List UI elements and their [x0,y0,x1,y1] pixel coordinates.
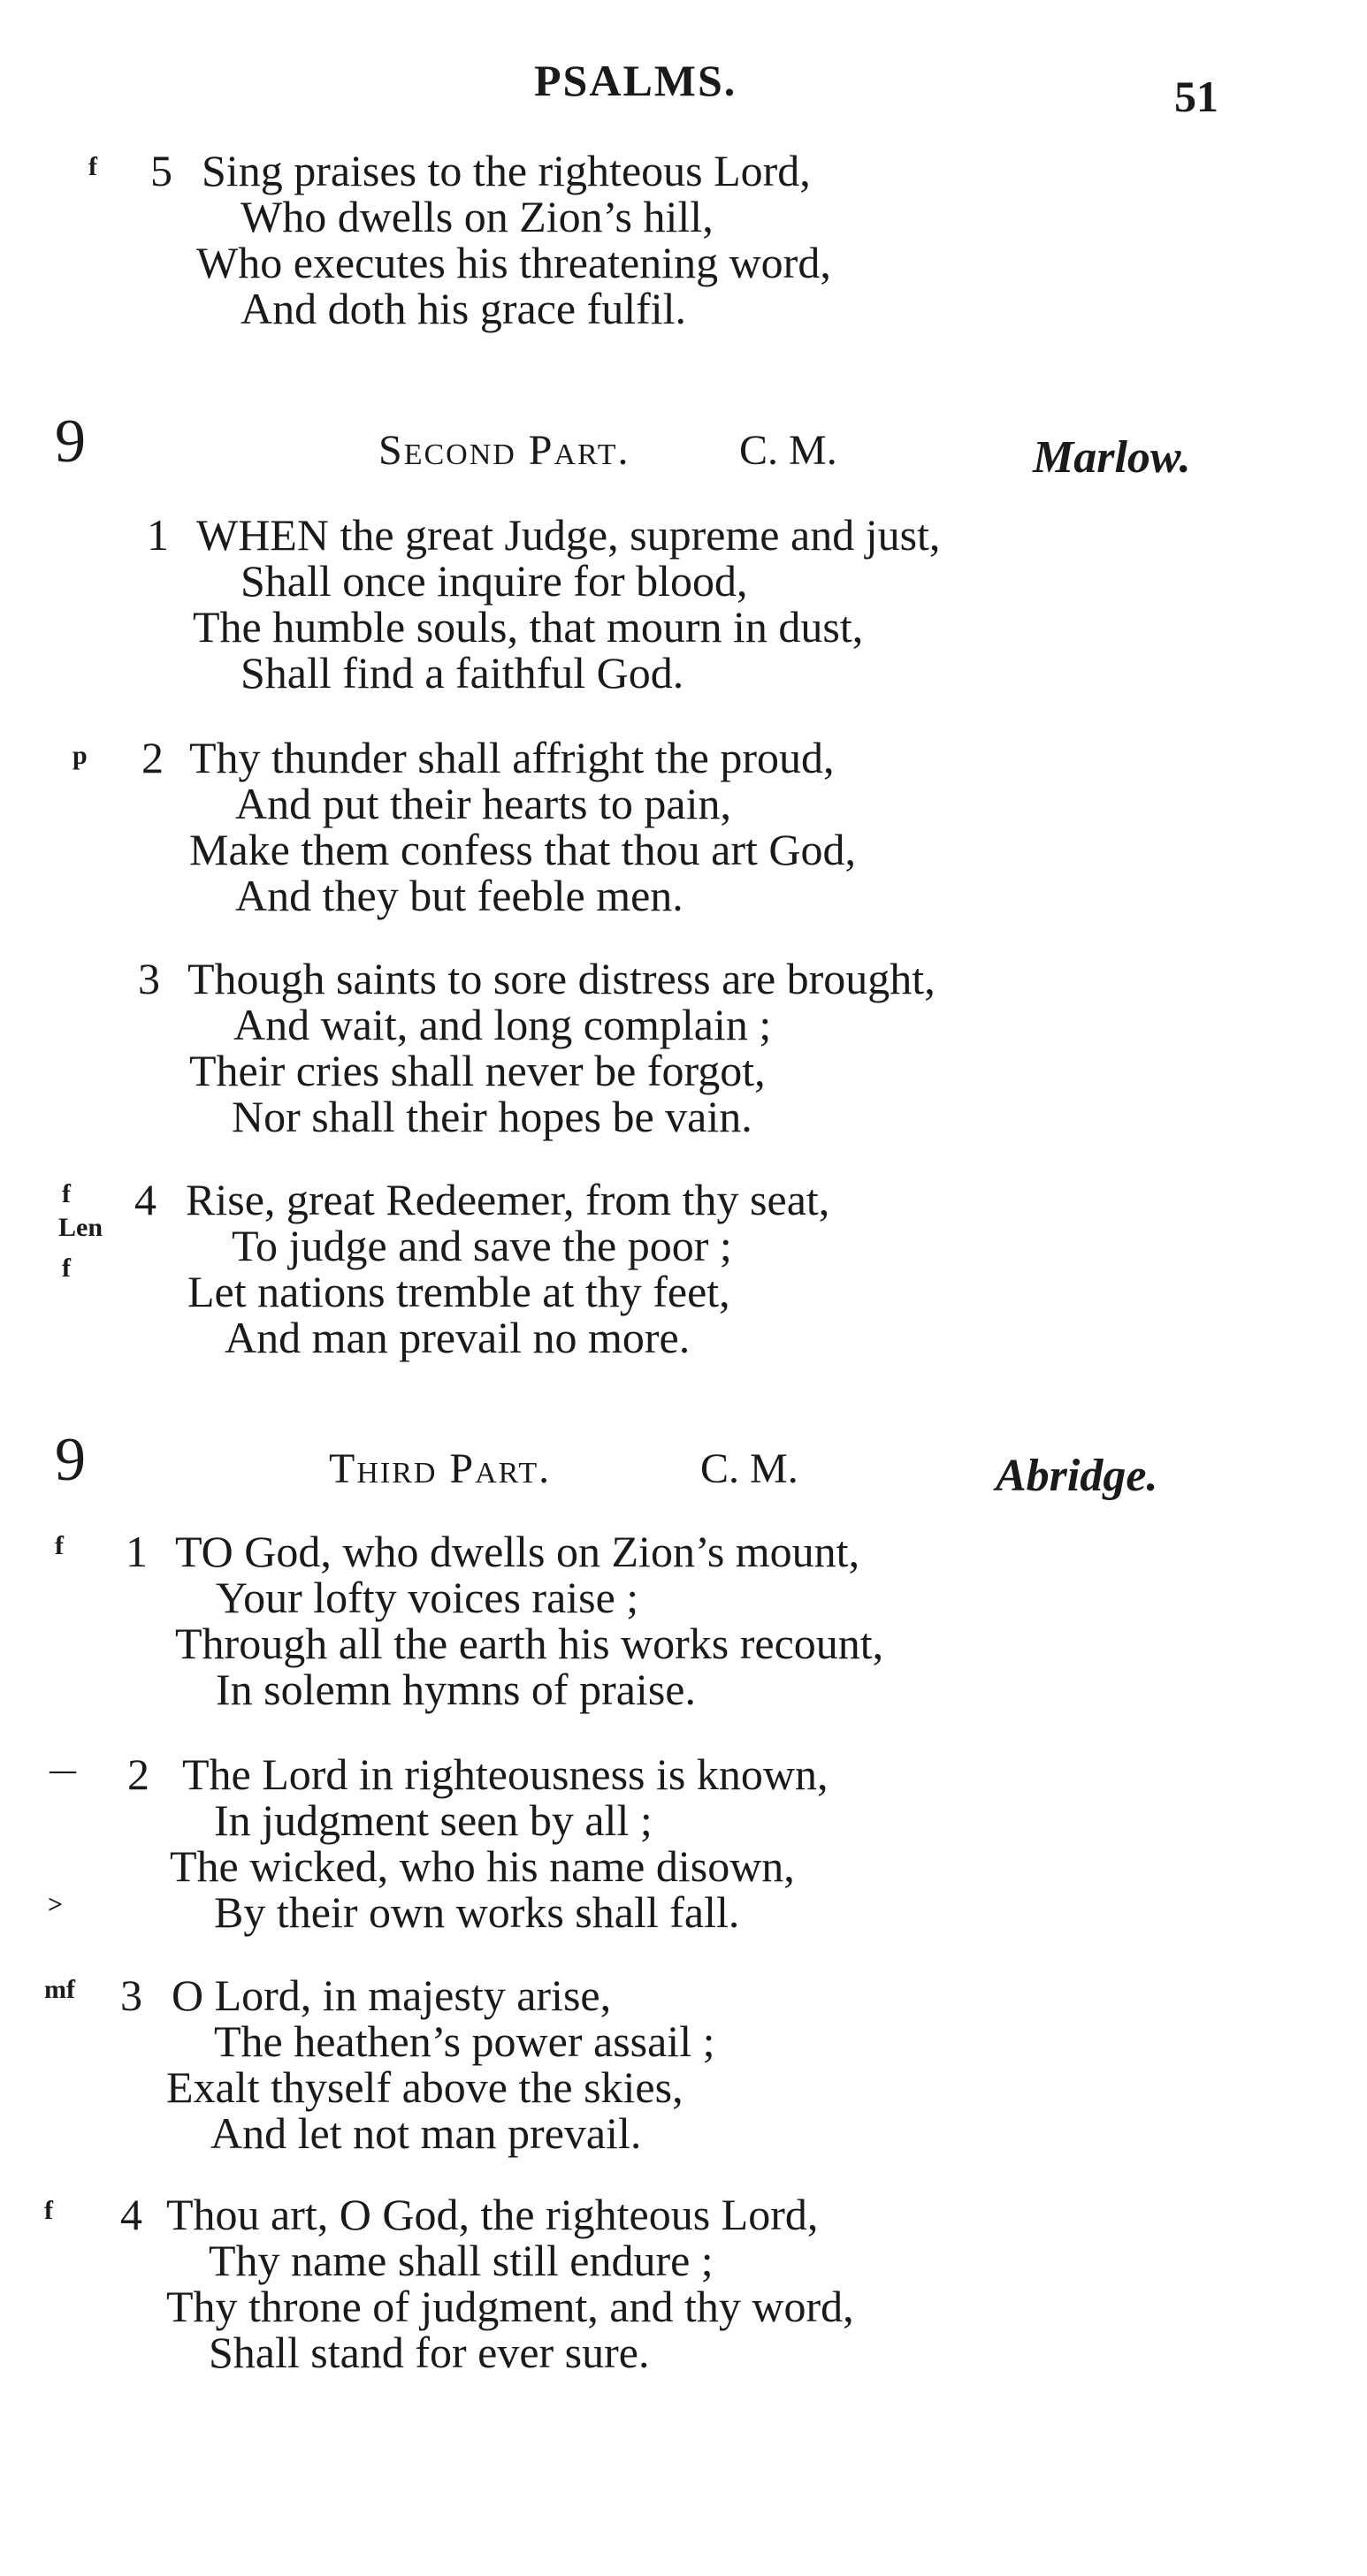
verse-line: Shall stand for ever sure. [209,2328,650,2377]
stanza-number: 3 [120,1970,142,2020]
dynamic-mark: f [88,152,97,181]
section-heading-second-part [0,407,1367,483]
verse-line: Their cries shall never be forgot, [189,1046,766,1095]
verse-line: And let not man prevail. [210,2108,642,2158]
dynamic-mark: f [62,1179,71,1208]
stanza-number: 4 [134,1175,157,1224]
verse-line: To judge and save the poor ; [232,1221,732,1270]
verse-line: And doth his grace fulfil. [241,284,687,333]
verse-line: Rise, great Redeemer, from thy seat, [186,1175,830,1224]
meter-label: C. M. [739,427,837,474]
verse-line: Thy throne of judgment, and thy word, [166,2282,854,2331]
verse-line: Who executes his threatening word, [196,238,831,287]
verse-line: And man prevail no more. [225,1313,691,1362]
verse-line: Though saints to sore distress are brought, [187,954,936,1003]
dynamic-mark: mf [44,1975,75,2004]
running-title: PSALMS. [534,56,737,105]
verse-line: Sing praises to the righteous Lord, [202,146,811,195]
verse-line: In judgment seen by all ; [214,1795,653,1845]
dynamic-mark: — [50,1756,76,1785]
verse-line: Shall once inquire for blood, [241,556,748,606]
verse-line: In solemn hymns of praise. [216,1665,696,1714]
verse-line: The Lord in righteousness is known, [182,1749,829,1799]
stanza-number: 1 [126,1527,148,1576]
verse-line: Nor shall their hopes be vain. [232,1092,752,1141]
tune-name: Marlow. [1033,432,1191,483]
verse-line: Who dwells on Zion’s hill, [241,192,714,241]
verse-line: The humble souls, that mourn in dust, [193,602,864,652]
verse-line: The heathen’s power assail ; [214,2016,715,2066]
verse-line: Thy thunder shall affright the proud, [189,733,835,782]
accent-mark: > [48,1890,64,1919]
verse-line: Exalt thyself above the skies, [166,2062,684,2112]
verse-line: Let nations tremble at thy feet, [187,1267,730,1316]
verse-line: O Lord, in majesty arise, [172,1970,612,2020]
verse-line: Make them confess that thou art God, [189,825,856,874]
meter-label: C. M. [700,1445,798,1492]
tune-name: Abridge. [996,1451,1158,1501]
dynamic-mark: f [55,1531,64,1560]
tempo-mark: Len [58,1213,103,1242]
psalm-number: 9 [55,408,86,476]
stanza-number: 4 [120,2190,142,2239]
psalm-number: 9 [55,1426,86,1494]
stanza-number: 2 [141,733,164,782]
page-number: 51 [1174,72,1218,121]
dynamic-mark: p [73,741,88,770]
verse-line: And wait, and long complain ; [233,1000,772,1049]
verse-line: WHEN the great Judge, supreme and just, [196,510,941,560]
verse-line: Shall find a faithful God. [241,648,684,697]
verse-line: Your lofty voices raise ; [216,1573,639,1622]
dynamic-mark: f [44,2196,53,2225]
verse-line: The wicked, who his name disown, [170,1841,795,1891]
verse-line: Thy name shall still endure ; [209,2236,714,2285]
verse-line: Through all the earth his works recount, [175,1619,884,1668]
section-heading-third-part [0,1425,1367,1501]
verse-line: Thou art, O God, the righteous Lord, [166,2190,819,2239]
verse-line: TO God, who dwells on Zion’s mount, [175,1527,860,1576]
part-label: Second Part. [378,427,630,474]
stanza-number: 3 [138,954,160,1003]
verse-line: And put their hearts to pain, [235,779,731,828]
verse-line: And they but feeble men. [235,871,684,920]
running-header [0,55,1367,126]
dynamic-mark: f [62,1254,71,1283]
stanza-number: 5 [150,146,172,195]
part-label: Third Part. [329,1445,552,1492]
stanza-number: 2 [127,1749,149,1799]
stanza-number: 1 [147,510,169,560]
verse-line: By their own works shall fall. [214,1887,740,1937]
